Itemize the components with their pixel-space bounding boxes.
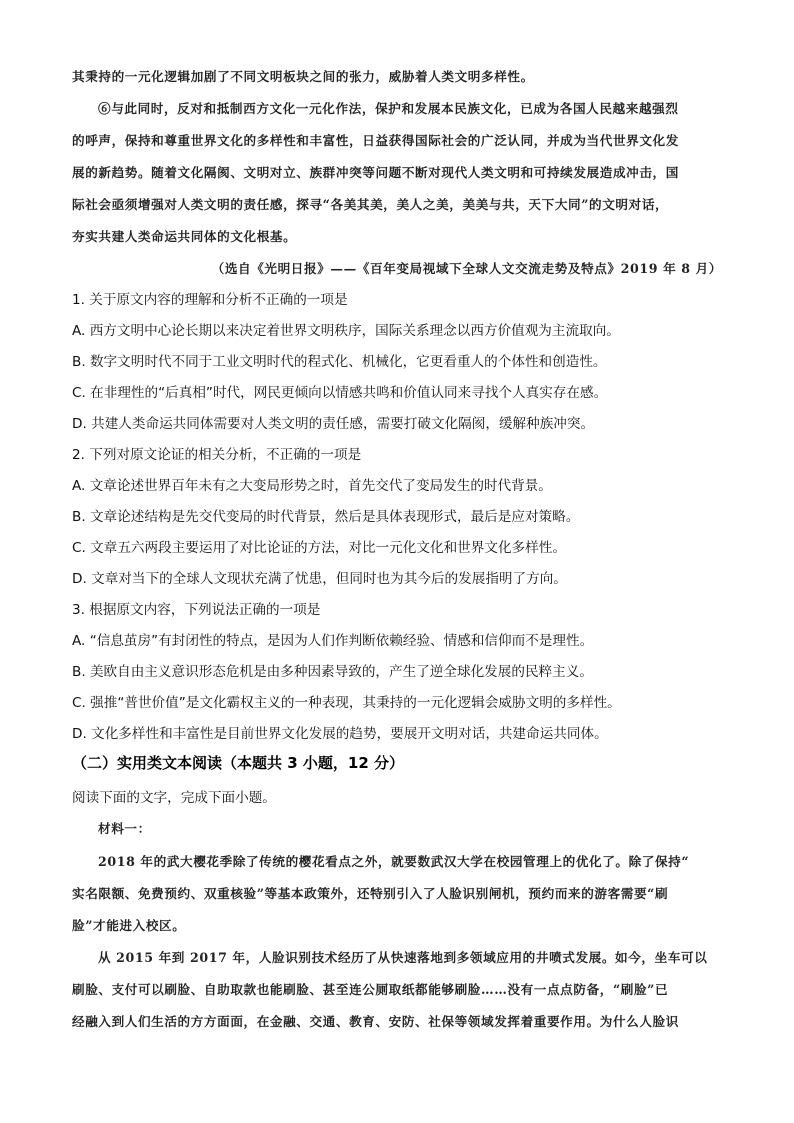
passage-paragraph-6: ⑥与此同时，反对和抵制西方文化一元化作法，保护和发展本民族文化，已成为各国人民越来越强烈 [98, 101, 679, 116]
question-3-option-d[interactable]: D. 文化多样性和丰富性是目前世界文化发展的趋势，要展开文明对话，共建命运共同体。 [72, 726, 608, 742]
question-1-option-a[interactable]: A. 西方文明中心论长期以来决定着世界文明秩序，国际关系理念以西方价值观为主流取向。 [72, 323, 620, 339]
question-1-option-c[interactable]: C. 在非理性的“后真相”时代，网民更倾向以情感共鸣和价值认同来寻找个人真实存在感。 [72, 385, 608, 401]
section-heading: （二）实用类文本阅读（本题共 3 小题，12 分） [72, 754, 404, 772]
section-instruction: 阅读下面的文字，完成下面小题。 [72, 790, 276, 806]
question-3-stem: 3. 根据原文内容，下列说法正确的一项是 [72, 602, 321, 618]
question-3-option-a[interactable]: A. “信息茧房”有封闭性的特点，是因为人们作判断依赖经验、情感和信仰而不是理性。 [72, 633, 594, 649]
passage-line: 夯实共建人类命运共同体的文化根基。 [72, 229, 297, 244]
material-line: 实名限额、免费预约、双重核验”等基本政策外，还特别引入了人脸识别闸机，预约而来的游客需要“刷 [72, 886, 669, 901]
passage-line: 际社会亟须增强对人类文明的责任感，探寻“各美其美，美人之美，美美与共，天下大同”的文明对话， [72, 197, 669, 212]
material-line: 经融入到人们生活的方方面面，在金融、交通、教育、安防、社保等领域发挥着重要作用。为什么人脸识 [72, 1014, 679, 1029]
question-3-option-c[interactable]: C. 强推“普世价值”是文化霸权主义的一种表现，其秉持的一元化逻辑会威胁文明的多样性。 [72, 695, 621, 711]
passage-line: 其秉持的一元化逻辑加剧了不同文明板块之间的张力，威胁着人类文明多样性。 [72, 69, 534, 84]
material-paragraph: 2018 年的武大樱花季除了传统的樱花看点之外，就要数武汉大学在校园管理上的优化了。除了保持“ [98, 854, 690, 869]
question-2-option-c[interactable]: C. 文章五六两段主要运用了对比论证的方法，对比一元化文化和世界文化多样性。 [72, 540, 566, 556]
source-note: （选自《光明日报》——《百年变局视域下全球人文交流走势及特点》2019 年 8 月） [211, 261, 722, 276]
material-line: 刷脸、支付可以刷脸、自助取款也能刷脸、甚至连公厕取纸都能够刷脸……没有一点点防备，“刷脸”已 [72, 982, 669, 997]
question-2-stem: 2. 下列对原文论证的相关分析，不正确的一项是 [72, 447, 362, 463]
passage-line: 展的新趋势。随着文化隔阂、文明对立、族群冲突等问题不断对现代人类文明和可持续发展造成冲击，国 [72, 165, 679, 180]
question-3-option-b[interactable]: B. 美欧自由主义意识形态危机是由多种因素导致的，产生了逆全球化发展的民粹主义。 [72, 664, 593, 680]
question-2-option-b[interactable]: B. 文章论述结构是先交代变局的时代背景，然后是具体表现形式，最后是应对策略。 [72, 509, 580, 525]
question-1-stem: 1. 关于原文内容的理解和分析不正确的一项是 [72, 292, 348, 308]
question-1-option-d[interactable]: D. 共建人类命运共同体需要对人类文明的责任感，需要打破文化隔阂，缓解种族冲突。 [72, 416, 595, 432]
material-line: 脸”才能进入校区。 [72, 918, 186, 933]
material-paragraph: 从 2015 年到 2017 年，人脸识别技术经历了从快速落地到多领域应用的井喷式发展。如今，坐车可以 [98, 950, 708, 965]
question-2-option-a[interactable]: A. 文章论述世界百年未有之大变局形势之时，首先交代了变局发生的时代背景。 [72, 478, 552, 494]
question-2-option-d[interactable]: D. 文章对当下的全球人文现状充满了忧患，但同时也为其今后的发展指明了方向。 [72, 571, 567, 587]
passage-line: 的呼声，保持和尊重世界文化的多样性和丰富性，日益获得国际社会的广泛认同，并成为当代世界文化发 [72, 133, 679, 148]
question-1-option-b[interactable]: B. 数字文明时代不同于工业文明时代的程式化、机械化，它更看重人的个体性和创造性。 [72, 354, 607, 370]
material-label: 材料一： [98, 821, 151, 836]
